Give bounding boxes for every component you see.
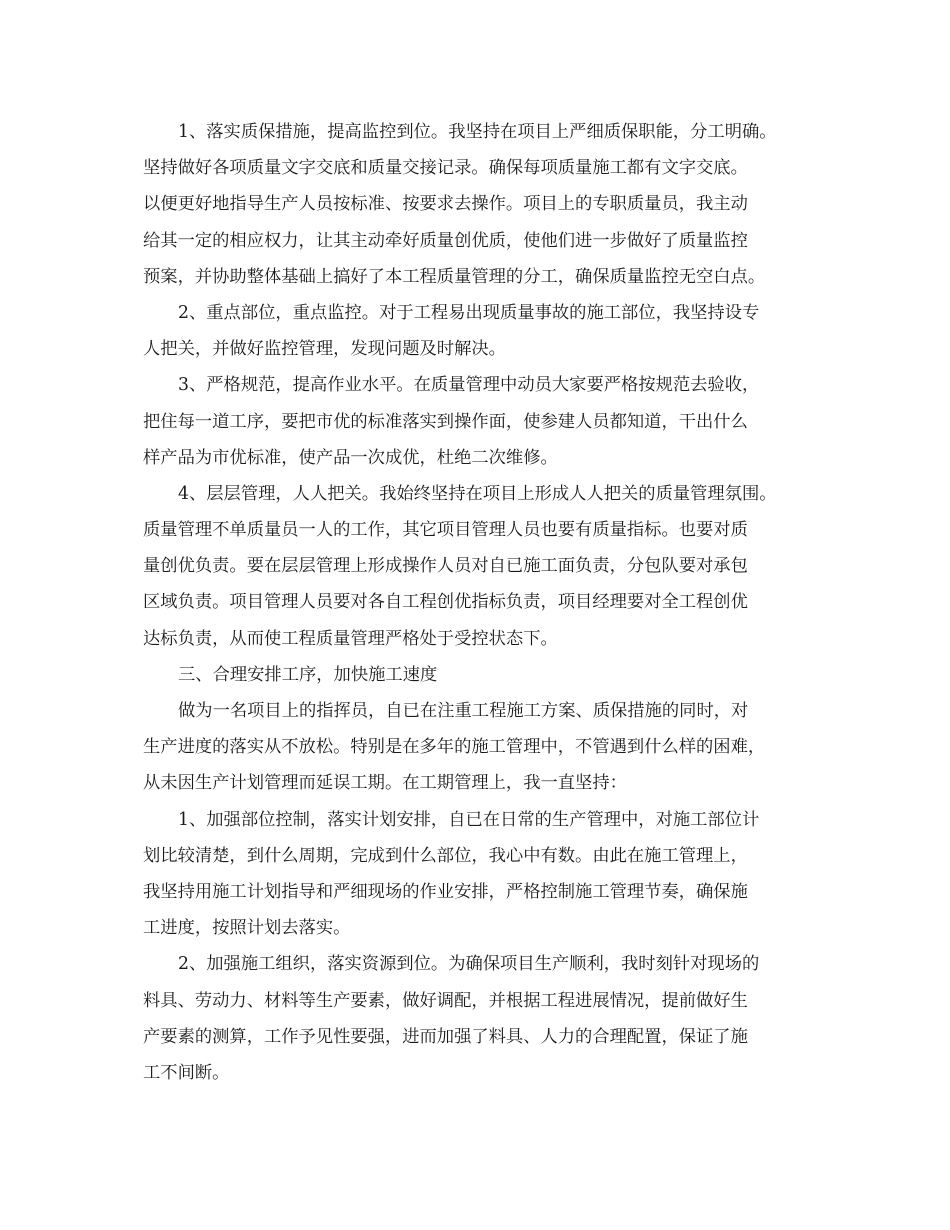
text-line: 工进度，按照计划去落实。 <box>143 918 351 939</box>
text-line: 人把关，并做好监控管理，发现问题及时解决。 <box>143 339 506 360</box>
text-line: 样产品为市优标准，使产品一次成优，杜绝二次维修。 <box>143 447 558 468</box>
text-line: 2、加强施工组织，落实资源到位。为确保项目生产顺利，我时刻针对现场的 <box>178 954 760 975</box>
body-text <box>143 114 823 1091</box>
text-line: 预案，并协助整体基础上搞好了本工程质量管理的分工，确保质量监控无空白点。 <box>143 266 766 287</box>
text-line: 区域负责。项目管理人员要对各自工程创优指标负责，项目经理要对全工程创优 <box>143 592 748 613</box>
text-line: 做为一名项目上的指挥员，自已在注重工程施工方案、质保措施的同时，对 <box>178 701 749 721</box>
text-line: 1、加强部位控制，落实计划安排，自已在日常的生产管理中，对施工部位计 <box>178 809 760 830</box>
text-line: 2、重点部位，重点监控。对于工程易出现质量事故的施工部位，我坚持设专 <box>178 302 760 323</box>
text-line: 把住每一道工序，要把市优的标准落实到操作面，使参建人员都知道，干出什么 <box>143 411 748 432</box>
text-line: 3、严格规范，提高作业水平。在质量管理中动员大家要严格按规范去验收， <box>178 375 760 396</box>
text-line: 4、层层管理，人人把关。我始终坚持在项目上形成人人把关的质量管理氛围。 <box>178 483 777 504</box>
text-line: 我坚持用施工计划指导和严细现场的作业安排，严格控制施工管理节奏，确保施 <box>143 881 748 902</box>
text-line: 产要素的测算，工作予见性要强，进而加强了料具、人力的合理配置，保证了施 <box>143 1026 748 1047</box>
text-line: 量创优负责。要在层层管理上形成操作人员对自已施工面负责，分包队要对承包 <box>143 556 748 577</box>
text-line: 生产进度的落实从不放松。特别是在多年的施工管理中，不管遇到什么样的困难， <box>143 737 766 758</box>
text-line: 划比较清楚，到什么周期，完成到什么部位，我心中有数。由此在施工管理上， <box>143 845 748 866</box>
text-line: 坚持做好各项质量文字交底和质量交接记录。确保每项质量施工都有文字交底。 <box>143 158 748 179</box>
text-line: 三、合理安排工序，加快施工速度 <box>178 664 438 685</box>
text-line: 工不间断。 <box>143 1062 230 1083</box>
text-line: 给其一定的相应权力，让其主动牵好质量创优质，使他们进一步做好了质量监控 <box>143 230 748 251</box>
text-line: 达标负责，从而使工程质量管理严格处于受控状态下。 <box>143 628 558 649</box>
text-line: 从未因生产计划管理而延误工期。在工期管理上，我一直坚持： <box>143 773 627 794</box>
text-line: 1、落实质保措施，提高监控到位。我坚持在项目上严细质保职能，分工明确。 <box>178 122 777 142</box>
text-line: 以便更好地指导生产人员按标准、按要求去操作。项目上的专职质量员，我主动 <box>143 194 748 215</box>
text-line: 料具、劳动力、材料等生产要素，做好调配，并根据工程进展情况，提前做好生 <box>143 990 748 1011</box>
text-line: 质量管理不单质量员一人的工作，其它项目管理人员也要有质量指标。也要对质 <box>143 520 748 541</box>
